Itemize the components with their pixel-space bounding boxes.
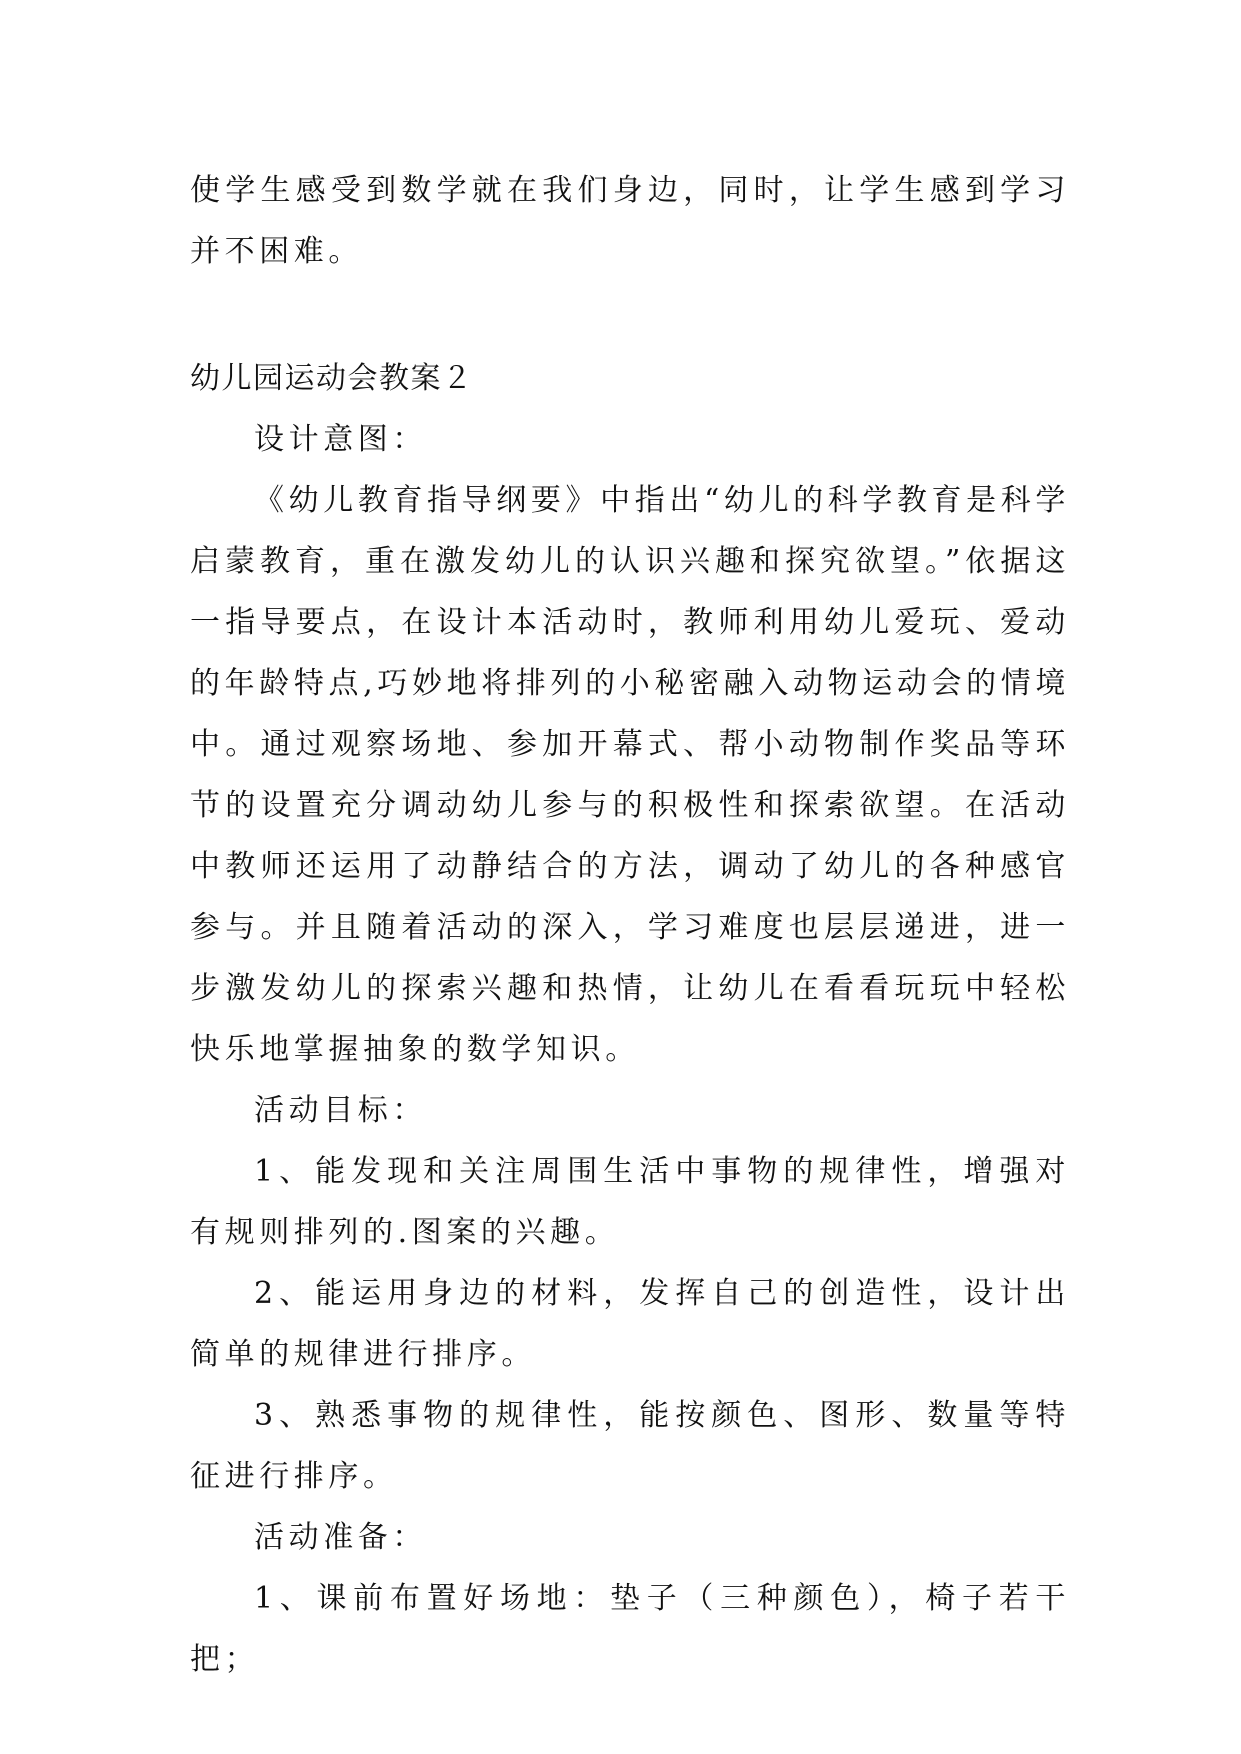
continuation-paragraph: 使学生感受到数学就在我们身边，同时，让学生感到学习并不困难。 <box>190 173 1070 269</box>
design-intent-paragraph: 《幼儿教育指导纲要》中指出“幼儿的科学教育是科学启蒙教育，重在激发幼儿的认识兴趣和探究欲望。”依据这一指导要点，在设计本活动时，教师利用幼儿爱玩、爱动的年龄特点,巧妙地将排列的小秘密融入动物运动会的情境中。通过观察场地、参加开幕式、帮小动物制作奖品等环节的设置充分调动幼儿参与的积极性和探索欲望。在活动中教师还运用了动静结合的方法，调动了幼儿的各种感官参与。并且随着活动的深入，学习难度也层层递进，进一步激发幼儿的探索兴趣和热情，让幼儿在看看玩玩中轻松快乐地掌握抽象的数学知识。 <box>190 483 1070 1067</box>
goal-item-1: 1、能发现和关注周围生活中事物的规律性，增强对有规则排列的.图案的兴趣。 <box>190 1154 1070 1250</box>
preparation-heading: 活动准备： <box>254 1520 427 1555</box>
goal-item-2: 2、能运用身边的材料，发挥自己的创造性，设计出简单的规律进行排序。 <box>190 1276 1070 1372</box>
section-title: 幼儿园运动会教案２ <box>190 361 474 396</box>
document-body <box>190 160 1070 1690</box>
design-intent-heading: 设计意图： <box>254 422 427 457</box>
goal-item-3: 3、熟悉事物的规律性，能按颜色、图形、数量等特征进行排序。 <box>190 1398 1070 1494</box>
preparation-item-1: 1、课前布置好场地：垫子（三种颜色），椅子若干把； <box>190 1581 1070 1677</box>
goals-heading: 活动目标： <box>254 1093 427 1128</box>
